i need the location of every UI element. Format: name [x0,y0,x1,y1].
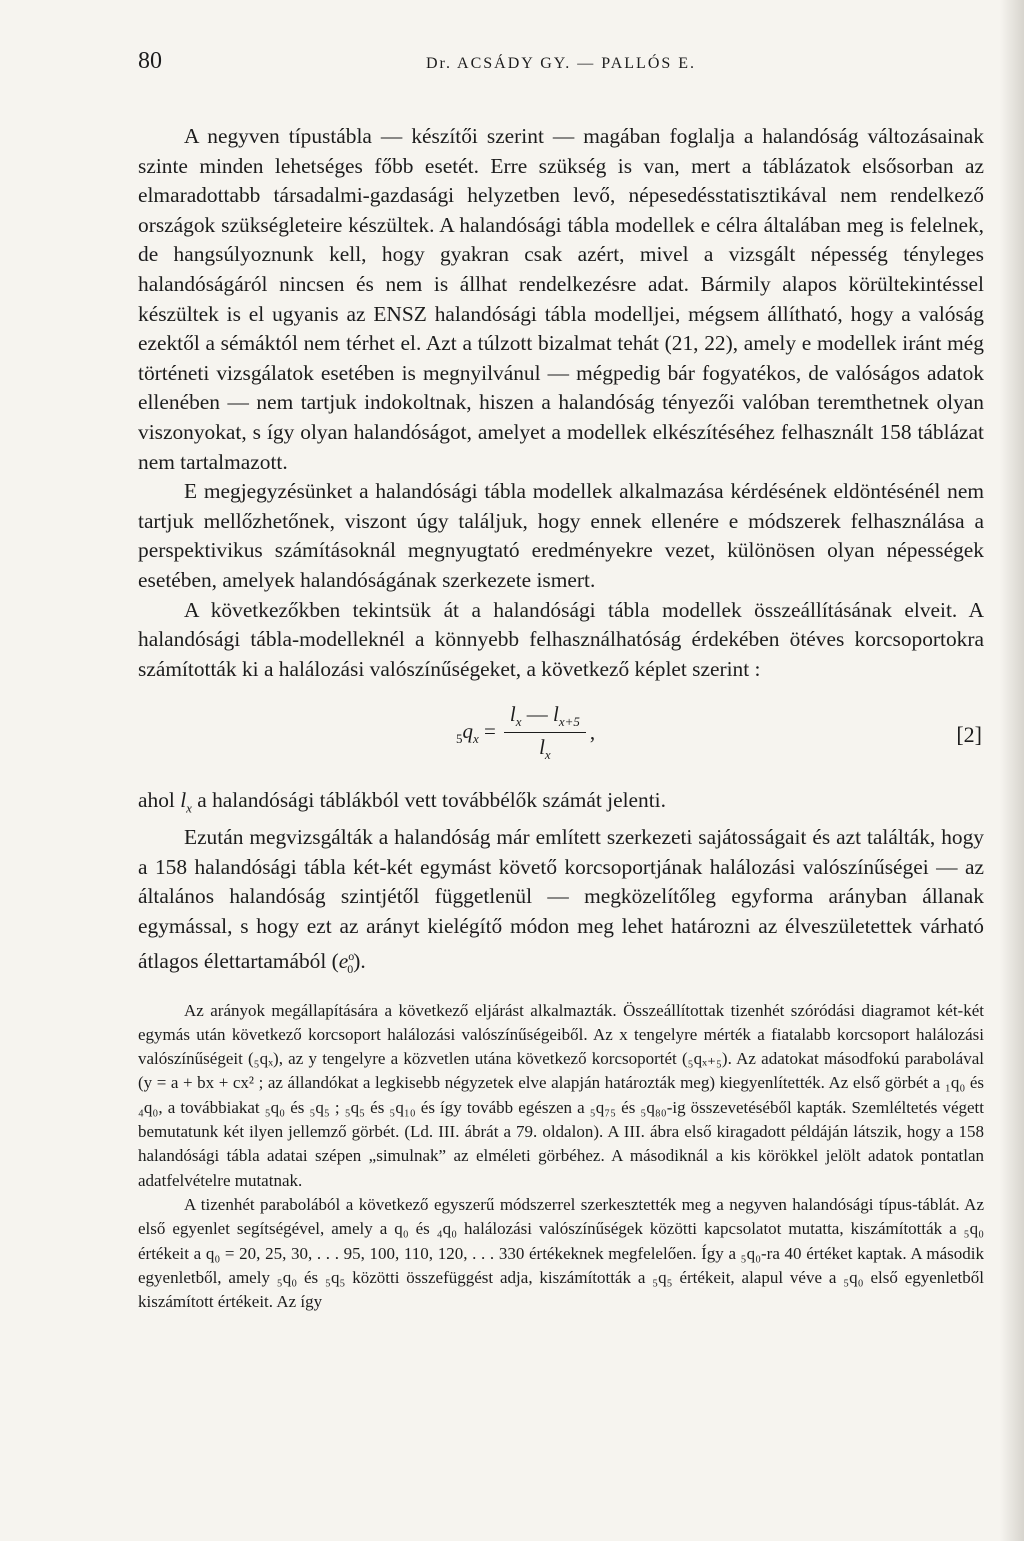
num-var2: l [553,702,559,727]
body-text [138,122,984,985]
num-minus: — [521,702,553,727]
small-print-section [138,999,984,1315]
page-number: 80 [138,48,162,74]
formula-lhs [456,719,496,747]
after-formula-end: a halandósági táblákból vett továbbélők számát jelenti. [191,788,666,813]
paragraph-e0-text: Ezután megvizsgálták a halandóság már említett szerkezeti sajátosságait és azt találták, hogy a 158 halandósági tábla két-két egymást követő korcsoportjának halálozási valószínűségei — az általános halandóság szintjétől függetlenül — megközelítőleg egyforma arányban állanak egymással, s hogy ezt az arányt kielégítő módon meg lehet határozni az élveszületettek várható átlagos élettartamából ( [138,825,984,973]
num-var1: l [509,702,516,727]
formula [456,702,595,763]
formula-lhs-sub: x [473,731,479,747]
formula-comma: , [589,720,596,745]
page-header [138,48,984,88]
num-sub1: x [515,714,522,730]
formula-lhs-pre: 5 [456,731,463,747]
paragraph: A következőkben tekintsük át a halandósági tábla modellek összeállításának elveit. A halandósági tábla-modelleknél a könnyebb felhasználhatóság érdekében ötéves korcsoportokra számították ki a halálozási valószínűségeket, a következő képlet szerint : [138,597,984,681]
e0-sup: o [348,948,355,963]
formula-equals: = [478,718,496,743]
formula-lhs-var: q [462,718,473,743]
formula-denominator [539,733,551,763]
formula-numerator [504,702,586,733]
after-formula-var: l [180,788,187,813]
running-head: Dr. ACSÁDY GY. — PALLÓS E. [425,55,697,72]
after-formula-start: ahol [138,788,181,813]
formula-block [138,698,984,776]
e0-sub: 0 [347,961,354,976]
formula-label: [2] [956,722,982,748]
paragraph: E megjegyzésünket a halandósági tábla modellek alkalmazása kérdésének eldöntésénél nem tartjuk mellőzhetőnek, viszont úgy találjuk, hogy ennek ellenére e módszerek felhasználása a perspektivikus számításoknál megnyugtató eredményekre vezet, különösen olyan népességek esetében, amelyek halandóságának szerkezete ismert. [138,479,984,592]
paragraph: A negyven típustábla — készítői szerint — magában foglalja a halandóság változásainak szinte minden lehetséges főbb esetét. Erre szükség is van, mert a táblázatok elsősorban az elmaradottabb társadalmi-gazdasági helyzetben levő, népesedésstatisztikával nem rendelkező országok szükségleteire készültek. A halandósági tábla modellek e célra általában meg is felelnek, de hangsúlyoznunk kell, hogy gyakran csak azért, mivel a vizsgált népesség tényleges halandóságáról nincsen és nem is állhat rendelkezésre adat. Bármily alapos körültekintéssel készültek is el ugyanis az ENSZ halandósági tábla modelljei, mégsem állítható, hogy a valóság ezektől a sémáktól nem térhet el. Azt a túlzott bizalmat tehát (21, 22), amely e modellek iránt még történeti vizsgálatok esetében is megnyilvánul — mégpedig bár fogyatékos, de valóságos adatok ellenében — nem tartjuk indokoltnak, hiszen a halandóság tényezői valóban teremthetnek olyan viszonyokat, s így olyan halandóságot, amelyet a modellek elkészítéséhez felhasznált 158 táblázat nem tartalmazott. [138,124,984,474]
page [138,48,984,1314]
den-sub: x [544,747,551,763]
small-paragraph: Az arányok megállapítására a következő eljárást alkalmazták. Összeállítottak tizenhét szóródási diagramot két-két egymás után következő korcsoport halálozási valószínűségeiből. Az x tengelyre mérték a fiatalabb korcsoport halálozási valószínűségeit (₅qₓ), az y tengelyre a közvetlen utána következő korcsoportét (₅qₓ₊₅). Az adatokat másodfokú parabolával (y = a + bx + cx² ; az állandókat a legkisebb négyzetek elve alapján határozták meg) kiegyenlítették. Az első görbét a ₁q₀ és ₄q₀, a továbbiakat ₅q₀ és ₅q₅ ; ₅q₅ és ₅q₁₀ és így tovább egészen a ₅q₇₅ és ₅q₈₀-ig összevetéséből kapták. Szemléltetés végett bemutatunk két ilyen jellemző görbét. (Ld. III. ábrát a 79. oldalon). A III. ábra első kiragadott példáján látszik, hogy a 158 halandósági tábla adatai szépen „simulnak” az elméleti görbéhez. A másodiknál a kis körökkel jelölt adatok pontatlan adatfelvételre mutatnak. [138,1000,984,1190]
den-var: l [539,735,545,760]
page-edge-shadow [1000,0,1024,1541]
paragraph-e0 [138,823,984,984]
paragraph-after-formula [138,786,984,823]
e0-end: ). [353,948,366,973]
after-formula-sub: x [186,800,192,816]
formula-fraction [504,702,586,763]
e0-var: e [338,948,349,973]
small-paragraph: A tizenhét parabolából a következő egyszerű módszerrel szerkesztették meg a negyven halandósági típus-táblát. Az első egyenlet segítségével, amely a q₀ és ₄q₀ halálozási valószínűségek közötti kapcsolatot mutatta, kiszámították a ₅q₀ értékeit a q₀ = 20, 25, 30, . . . 95, 100, 110, 120, . . . 330 értékeknek megfelelően. Így a ₅q₀-ra 40 értéket kaptak. A második egyenletből, amely ₅q₀ és ₅q₅ közötti összefüggést adja, kiszámították a ₅q₅ értékeit, alapul véve a ₅q₀ első egyenletből kiszámított értékeit. Az így [138,1194,984,1312]
num-sub2: x+5 [558,714,580,730]
